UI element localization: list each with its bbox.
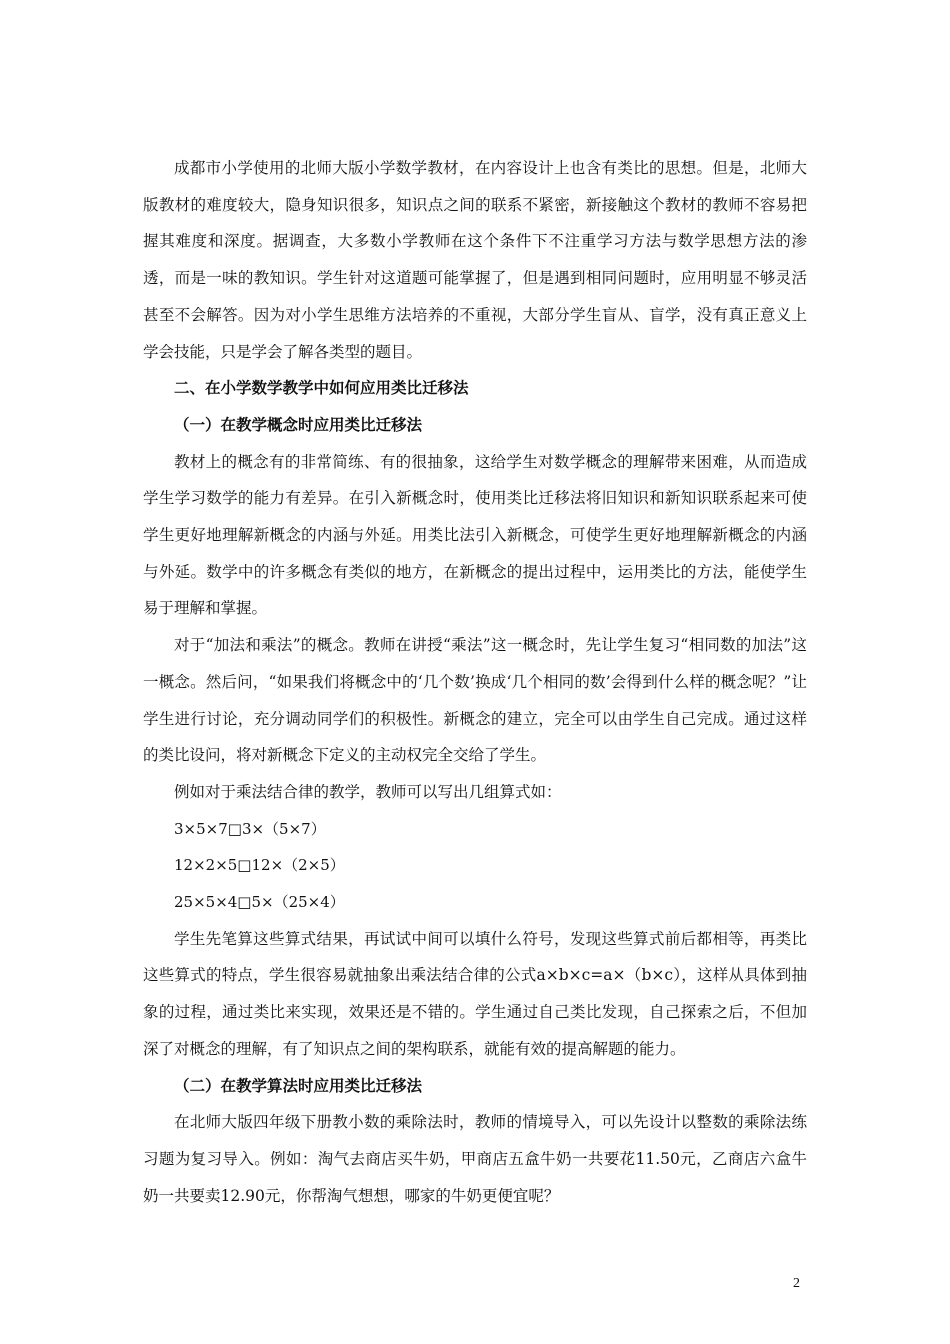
subsection-heading-algorithms: （二）在教学算法时应用类比迁移法 xyxy=(174,1075,423,1095)
formula-2: 12×2×5□12×（2×5） xyxy=(174,856,345,875)
section-heading-2: 二、在小学数学教学中如何应用类比迁移法 xyxy=(174,378,469,398)
document-body xyxy=(143,150,807,1214)
formula-3: 25×5×4□5×（25×4） xyxy=(174,893,345,912)
paragraph-addition-multiplication: 对于“加法和乘法”的概念。教师在讲授“乘法”这一概念时，先让学生复习“相同数的加法”这一概念。然后问，“如果我们将概念中的‘几个数’换成‘几个相同的数’会得到什么样的概念呢？”让学生进行讨论，充分调动同学们的积极性。新概念的建立，完全可以由学生自己完成。通过这样的类比设问，将对新概念下定义的主动权完全交给了学生。 xyxy=(143,636,807,765)
paragraph-associative-example: 例如对于乘法结合律的教学，教师可以写出几组算式如： xyxy=(174,782,562,801)
paragraph-associative-law: 学生先笔算这些算式结果，再试试中间可以填什么符号，发现这些算式前后都相等，再类比这些算式的特点，学生很容易就抽象出乘法结合律的公式a×b×c=a×（b×c），这样从具体到抽象的过程，通过类比来实现，效果还是不错的。学生通过自己类比发现，自己探索之后，不但加深了对概念的理解，有了知识点之间的架构联系，就能有效的提高解题的能力。 xyxy=(143,929,807,1058)
subsection-heading-concepts: （一）在教学概念时应用类比迁移法 xyxy=(174,414,423,434)
paragraph-textbook-intro: 成都市小学使用的北师大版小学数学教材，在内容设计上也含有类比的思想。但是，北师大版教材的难度较大，隐身知识很多，知识点之间的联系不紧密，新接触这个教材的教师不容易把握其难度和深度。据调查，大多数小学教师在这个条件下不注重学习方法与数学思想方法的渗透，而是一味的教知识。学生针对这道题可能掌握了，但是遇到相同问题时，应用明显不够灵活甚至不会解答。因为对小学生思维方法培养的不重视，大部分学生盲从、盲学，没有真正意义上学会技能，只是学会了解各类型的题目。 xyxy=(143,159,807,361)
formula-1: 3×5×7□3×（5×7） xyxy=(174,819,326,838)
paragraph-concepts: 教材上的概念有的非常简练、有的很抽象，这给学生对数学概念的理解带来困难，从而造成学生学习数学的能力有差异。在引入新概念时，使用类比迁移法将旧知识和新知识联系起来可使学生更好地理解新概念的内涵与外延。用类比法引入新概念，可使学生更好地理解新概念的内涵与外延。数学中的许多概念有类似的地方，在新概念的提出过程中，运用类比的方法，能使学生易于理解和掌握。 xyxy=(143,452,807,618)
page-number: 2 xyxy=(793,1276,800,1291)
paragraph-decimal-division: 在北师大版四年级下册教小数的乘除法时，教师的情境导入，可以先设计以整数的乘除法练习题为复习导入。例如：淘气去商店买牛奶，甲商店五盒牛奶一共要花11.50元，乙商店六盒牛奶一共要卖12.90元，你帮淘气想想，哪家的牛奶更便宜呢？ xyxy=(143,1113,807,1205)
